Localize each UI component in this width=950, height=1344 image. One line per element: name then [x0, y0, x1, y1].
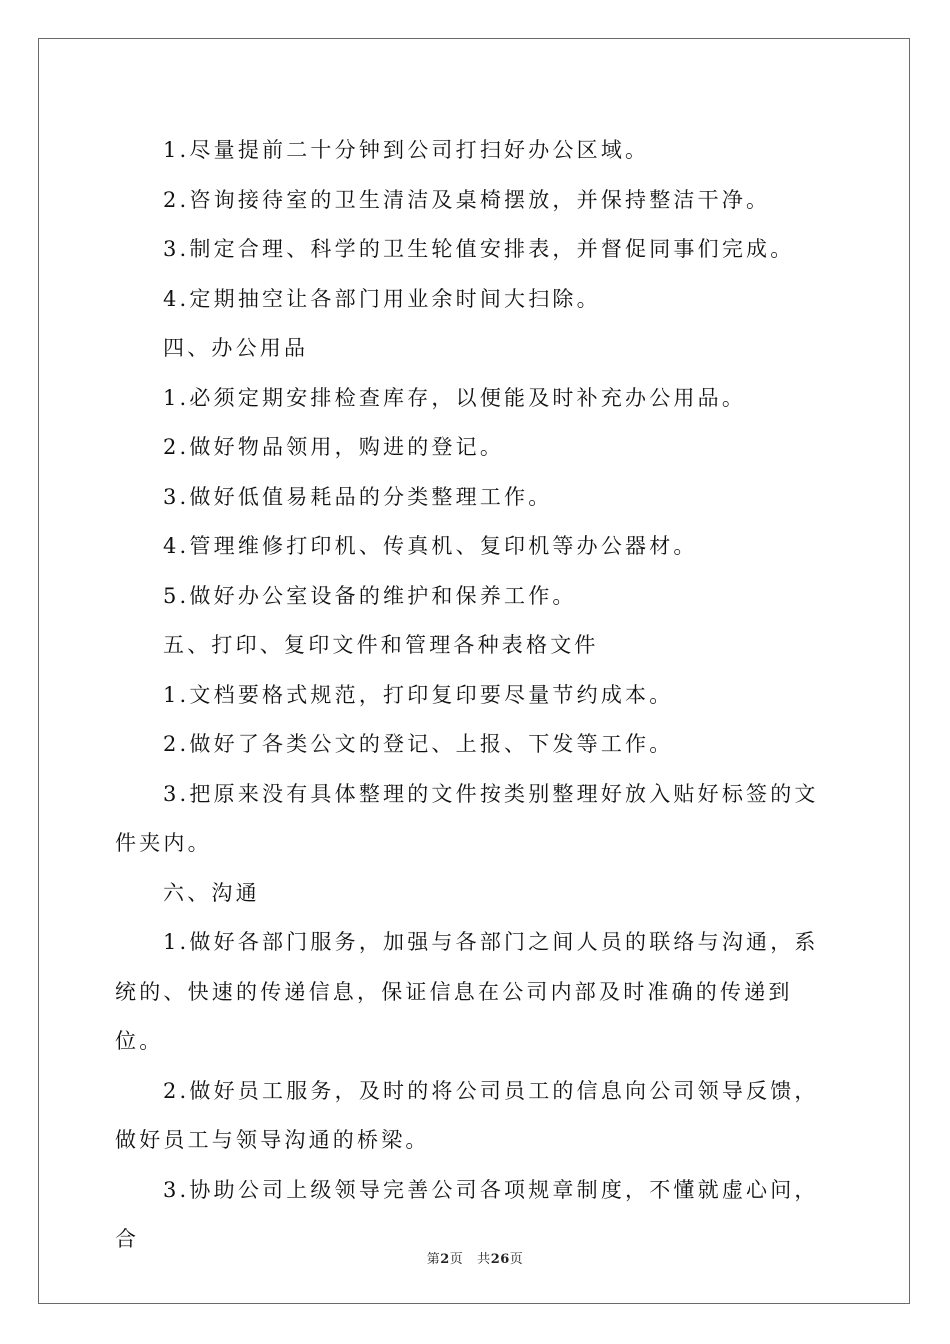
document-body: [115, 126, 835, 1265]
section-heading: 六、沟通: [163, 880, 260, 905]
paragraph: 3.协助公司上级领导完善公司各项规章制度，不懂就虚心问，合: [115, 1177, 819, 1251]
paragraph: 1.必须定期安排检查库存，以便能及时补充办公用品。: [163, 385, 747, 410]
page-footer: [0, 1248, 950, 1267]
paragraph: 3.做好低值易耗品的分类整理工作。: [163, 484, 553, 509]
page-number: 2: [440, 1252, 450, 1267]
paragraph: 4.定期抽空让各部门用业余时间大扫除。: [163, 286, 601, 311]
section-heading: 四、办公用品: [163, 336, 309, 360]
paragraph: 5.做好办公室设备的维护和保养工作。: [163, 583, 577, 608]
paragraph: 1.做好各部门服务，加强与各部门之间人员的联络与沟通，系统的、快速的传递信息，保证信息在公司内部及时准确的传递到位。: [115, 930, 819, 1053]
total-pages: 26: [490, 1252, 510, 1267]
paragraph: 2.咨询接待室的卫生清洁及桌椅摆放，并保持整洁干净。: [163, 187, 771, 212]
paragraph: 1.尽量提前二十分钟到公司打扫好办公区域。: [163, 138, 650, 162]
total-suffix: 页: [509, 1252, 524, 1267]
total-prefix: 共: [477, 1252, 491, 1267]
section-heading: 五、打印、复印文件和管理各种表格文件: [163, 633, 599, 657]
paragraph: 3.把原来没有具体整理的文件按类别整理好放入贴好标签的文件夹内。: [115, 781, 819, 855]
paragraph: 2.做好物品领用，购进的登记。: [163, 435, 505, 459]
paragraph: 1.文档要格式规范，打印复印要尽量节约成本。: [163, 682, 674, 707]
page-prefix: 第: [426, 1252, 441, 1267]
paragraph: 2.做好员工服务，及时的将公司员工的信息向公司领导反馈，做好员工与领导沟通的桥梁。: [115, 1078, 819, 1152]
paragraph: 2.做好了各类公文的登记、上报、下发等工作。: [163, 732, 674, 756]
paragraph: 3.制定合理、科学的卫生轮值安排表，并督促同事们完成。: [163, 237, 795, 261]
page-suffix: 页: [449, 1252, 464, 1267]
paragraph: 4.管理维修打印机、传真机、复印机等办公器材。: [163, 534, 698, 558]
